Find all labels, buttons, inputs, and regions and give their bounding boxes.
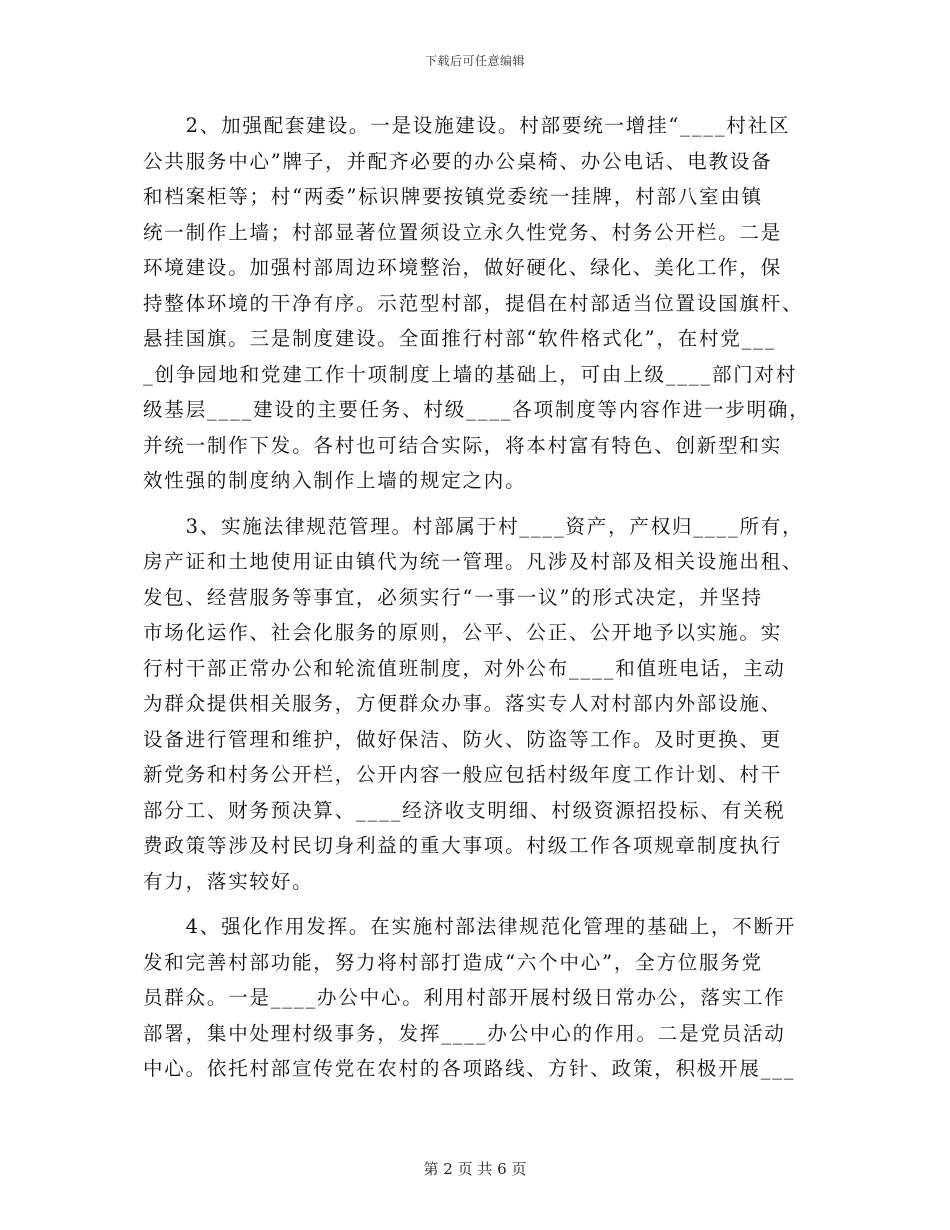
paragraph (143, 909, 811, 1087)
paragraph-line: 悬挂国旗。三是制度建设。全面推行村部“软件格式化”，在村党___ (143, 327, 777, 350)
paragraph-line: 部署，集中处理村级事务，发挥____办公中心的作用。二是党员活动 (143, 1021, 786, 1045)
paragraph-line: 统一制作上墙；村部显著位置须设立永久性党务、村务公开栏。二是 (143, 220, 783, 244)
page-footer: 第 2 页 共 6 页 (423, 1160, 527, 1178)
paragraph-line: 4、强化作用发挥。在实施村部法律规范化管理的基础上，不断开 (143, 915, 797, 938)
document-body (143, 108, 811, 1087)
paragraph-line: 房产证和土地使用证由镇代为统一管理。凡涉及村部及相关设施出租、 (143, 550, 804, 573)
paragraph-line: 部分工、财务预决算、____经济收支明细、村级资源招投标、有关税 (143, 798, 786, 822)
paragraph-line: 并统一制作下发。各村也可结合实际，将本村富有特色、创新型和实 (143, 433, 783, 457)
paragraph-line: 3、实施法律规范管理。村部属于村____资产，产权归____所有， (143, 514, 804, 538)
paragraph-line: 发包、经营服务等事宜，必须实行“一事一议”的形式决定，并坚持 (143, 585, 763, 609)
paragraph-line: 市场化运作、社会化服务的原则，公平、公正、公开地予以实施。实 (143, 621, 783, 644)
paragraph-line: 公共服务中心”牌子，并配齐必要的办公桌椅、办公电话、电教设备 (143, 149, 773, 173)
paragraph-line: 持整体环境的干净有序。示范型村部，提倡在村部适当位置设国旗杆、 (143, 291, 804, 315)
paragraph-line: _创争园地和党建工作十项制度上墙的基础上，可由上级____部门对村 (143, 362, 798, 386)
paragraph-line: 效性强的制度纳入制作上墙的规定之内。 (143, 469, 527, 492)
paragraph (143, 509, 811, 900)
paragraph-line: 设备进行管理和维护，做好保洁、防火、防盗等工作。及时更换、更 (143, 727, 783, 751)
paragraph-line: 2、加强配套建设。一是设施建设。村部要统一增挂“____村社区 (143, 114, 791, 137)
paragraph-line: 员群众。一是____办公中心。利用村部开展村级日常办公，落实工作 (143, 986, 786, 1009)
paragraph-spacer (143, 499, 811, 509)
paragraph-spacer (143, 899, 811, 909)
paragraph-line: 和档案柜等；村“两委”标识牌要按镇党委统一挂牌，村部八室由镇 (143, 185, 763, 208)
paragraph-line: 新党务和村务公开栏，公开内容一般应包括村级年度工作计划、村干 (143, 763, 783, 786)
paragraph-line: 有力，落实较好。 (143, 869, 314, 893)
paragraph-line: 发和完善村部功能，努力将村部打造成“六个中心”，全方位服务党 (143, 950, 763, 974)
paragraph-line: 级基层____建设的主要任务、村级____各项制度等内容作进一步明确， (143, 398, 811, 421)
page-header: 下载后可任意编辑 (424, 54, 525, 68)
paragraph-line: 费政策等涉及村民切身利益的重大事项。村级工作各项规章制度执行 (143, 834, 783, 857)
paragraph-line: 行村干部正常办公和轮流值班制度，对外公布____和值班电话，主动 (143, 656, 786, 680)
paragraph-line: 中心。依托村部宣传党在农村的各项路线、方针、政策，积极开展___ (143, 1057, 796, 1080)
paragraph (143, 108, 811, 499)
paragraph-line: 为群众提供相关服务，方便群众办事。落实专人对村部内外部设施、 (143, 692, 783, 715)
paragraph-line: 环境建设。加强村部周边环境整治，做好硬化、绿化、美化工作，保 (143, 256, 783, 279)
